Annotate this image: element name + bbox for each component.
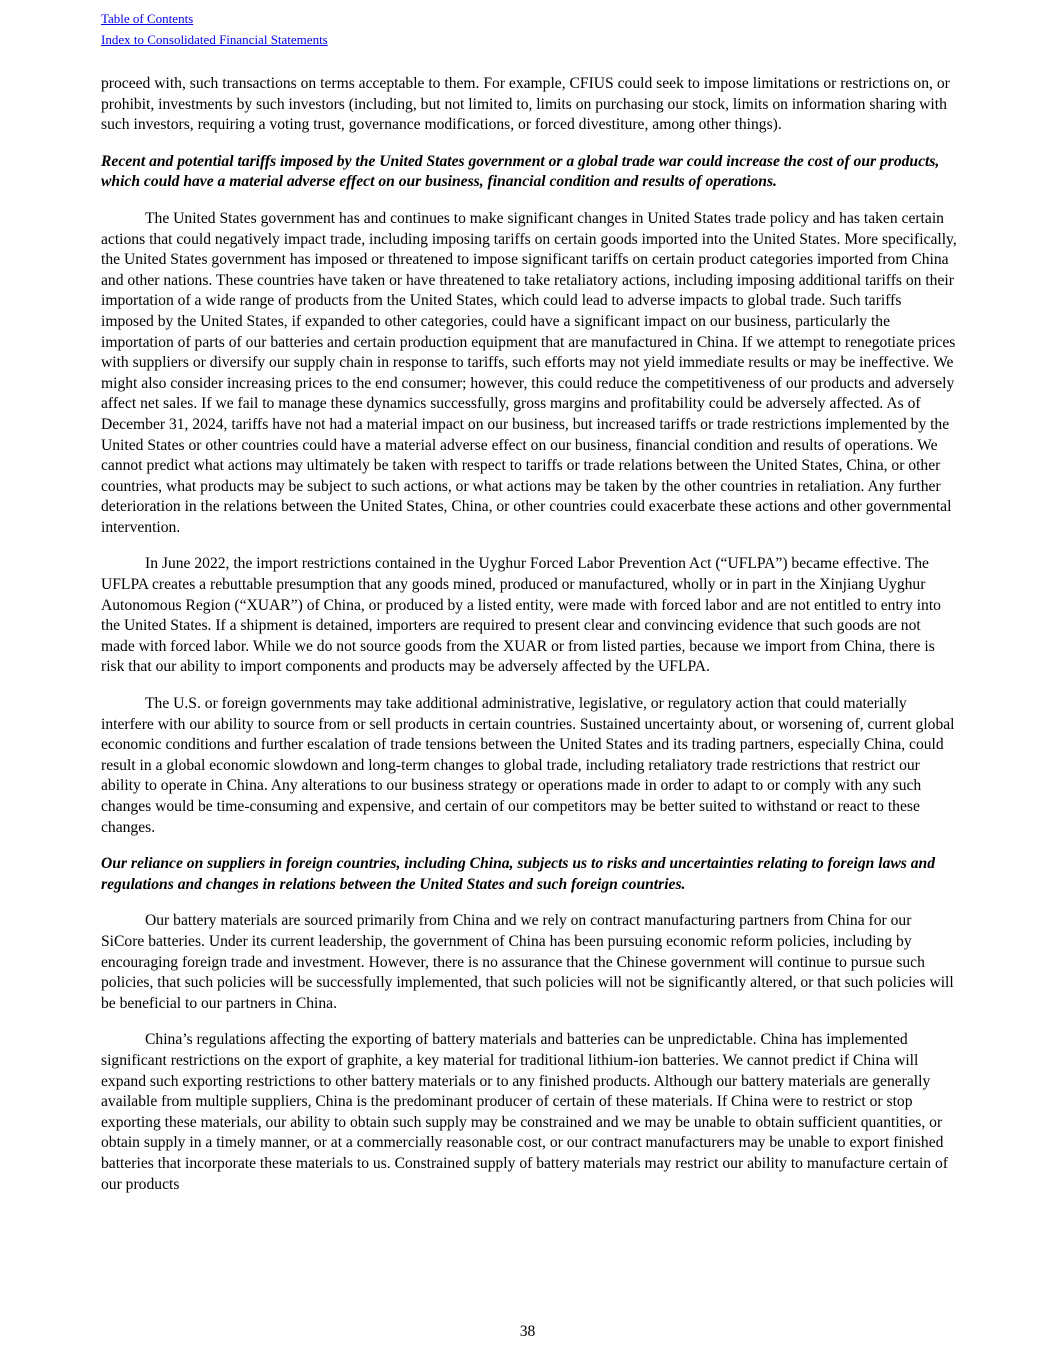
risk-heading-foreign-suppliers: Our reliance on suppliers in foreign countries, including China, subjects us to risks and uncertainties relating to foreign laws and regulations and changes in relations between the United States and such foreign countries.	[101, 855, 935, 893]
document-body	[101, 74, 957, 1195]
paragraph-battery-sourcing: Our battery materials are sourced primarily from China and we rely on contract manufacturing partners from China for our SiCore batteries. Under its current leadership, the government of China has been pursuing economic reform policies, including by encouraging foreign trade and investment. However, there is no assurance that the Chinese government will continue to pursue such policies, that such policies will be successfully implemented, that such policies will not be significantly altered, or that such policies will be beneficial to our partners in China.	[101, 912, 954, 1012]
paragraph-cfius-continuation: proceed with, such transactions on terms acceptable to them. For example, CFIUS could seek to impose limitations or restrictions on, or prohibit, investments by such investors (including, but not limited to, limits on purchasing our stock, limits on information sharing with such investors, requiring a voting trust, governance modifications, or forced divestiture, among other things).	[101, 75, 950, 134]
paragraph-uflpa: In June 2022, the import restrictions contained in the Uyghur Forced Labor Prevention Act (“UFLPA”) became effective. The UFLPA creates a rebuttable presumption that any goods mined, produced or manufactured, wholly or in part in the Xinjiang Uyghur Autonomous Region (“XUAR”) of China, or produced by a listed entity, were made with forced labor and are not entitled to entry into the United States. If a shipment is detained, importers are required to present clear and convincing evidence that such goods are not made with forced labor. While we do not source goods from the XUAR or from listed parties, because we import from China, there is risk that our ability to import components and products may be adversely affected by the UFLPA.	[101, 555, 941, 676]
paragraph-china-export-regulations: China’s regulations affecting the exporting of battery materials and batteries can be unpredictable. China has implemented significant restrictions on the export of graphite, a key material for traditional lithium-ion batteries. We cannot predict if China will expand such exporting restrictions to other battery materials or to any finished products. Although our battery materials are generally available from multiple suppliers, China is the predominant producer of certain of these materials. If China were to restrict or stop exporting these materials, our ability to obtain such supply may be constrained and we may be unable to obtain sufficient quantities, or obtain supply in a timely manner, or at a commercially reasonable cost, or our contract manufacturers may be unable to export finished batteries that incorporate these materials to us. Constrained supply of battery materials may restrict our ability to manufacture certain of our products	[101, 1031, 948, 1193]
document-page	[101, 8, 957, 1211]
index-financial-statements-link[interactable]: Index to Consolidated Financial Statements	[101, 32, 328, 47]
page-number: 38	[519, 1323, 536, 1340]
risk-heading-tariffs: Recent and potential tariffs imposed by the United States government or a global trade war could increase the cost of our products, which could have a material adverse effect on our business, financial condition and results of operations.	[101, 152, 940, 191]
navigation-links	[101, 8, 957, 50]
paragraph-government-action: The U.S. or foreign governments may take additional administrative, legislative, or regulatory action that could materially interfere with our ability to source from or sell products in certain countries. Sustained uncertainty about, or worsening of, current global economic conditions and further escalation of trade tensions between the United States and its trading partners, especially China, could result in a global economic slowdown and long-term changes to global trade, including retaliatory trade restrictions that restrict our ability to operate in China. Any alterations to our business strategy or operations made in order to adapt to or comply with any such changes would be time-consuming and expensive, and certain of our competitors may be better suited to withstand or react to these changes.	[101, 695, 955, 836]
paragraph-trade-policy: The United States government has and continues to make significant changes in United States trade policy and has taken certain actions that could negatively impact trade, including imposing tariffs on certain goods imported into the United States. More specifically, the United States government has imposed or threatened to impose significant tariffs on certain product categories imported from China and other nations. These countries have taken or have threatened to take retaliatory actions, including imposing additional tariffs on their importation of a wide range of products from the United States, which could lead to adverse impacts to global trade. Such tariffs imposed by the United States, if expanded to other categories, could have a significant impact on our business, particularly the importation of parts of our batteries and certain production equipment that are manufactured in China. If we attempt to renegotiate prices with suppliers or diversify our supply chain in response to tariffs, such efforts may not yield immediate results or may be ineffective. We might also consider increasing prices to the end consumer; however, this could reduce the competitiveness of our products and adversely affect net sales. If we fail to manage these dynamics successfully, gross margins and profitability could be adversely affected. As of December 31, 2024, tariffs have not had a material impact on our business, but increased tariffs or trade restrictions implemented by the United States or other countries could have a material adverse effect on our business, financial condition and results of operations. We cannot predict what actions may ultimately be taken with respect to tariffs or trade relations between the United States, China, or other countries, what products may be subject to such actions, or what actions may be taken by the other countries in retaliation. Any further deterioration in the relations between the United States, China, or other countries could exacerbate these actions and other governmental intervention.	[101, 209, 957, 536]
table-of-contents-link[interactable]: Table of Contents	[101, 11, 194, 26]
